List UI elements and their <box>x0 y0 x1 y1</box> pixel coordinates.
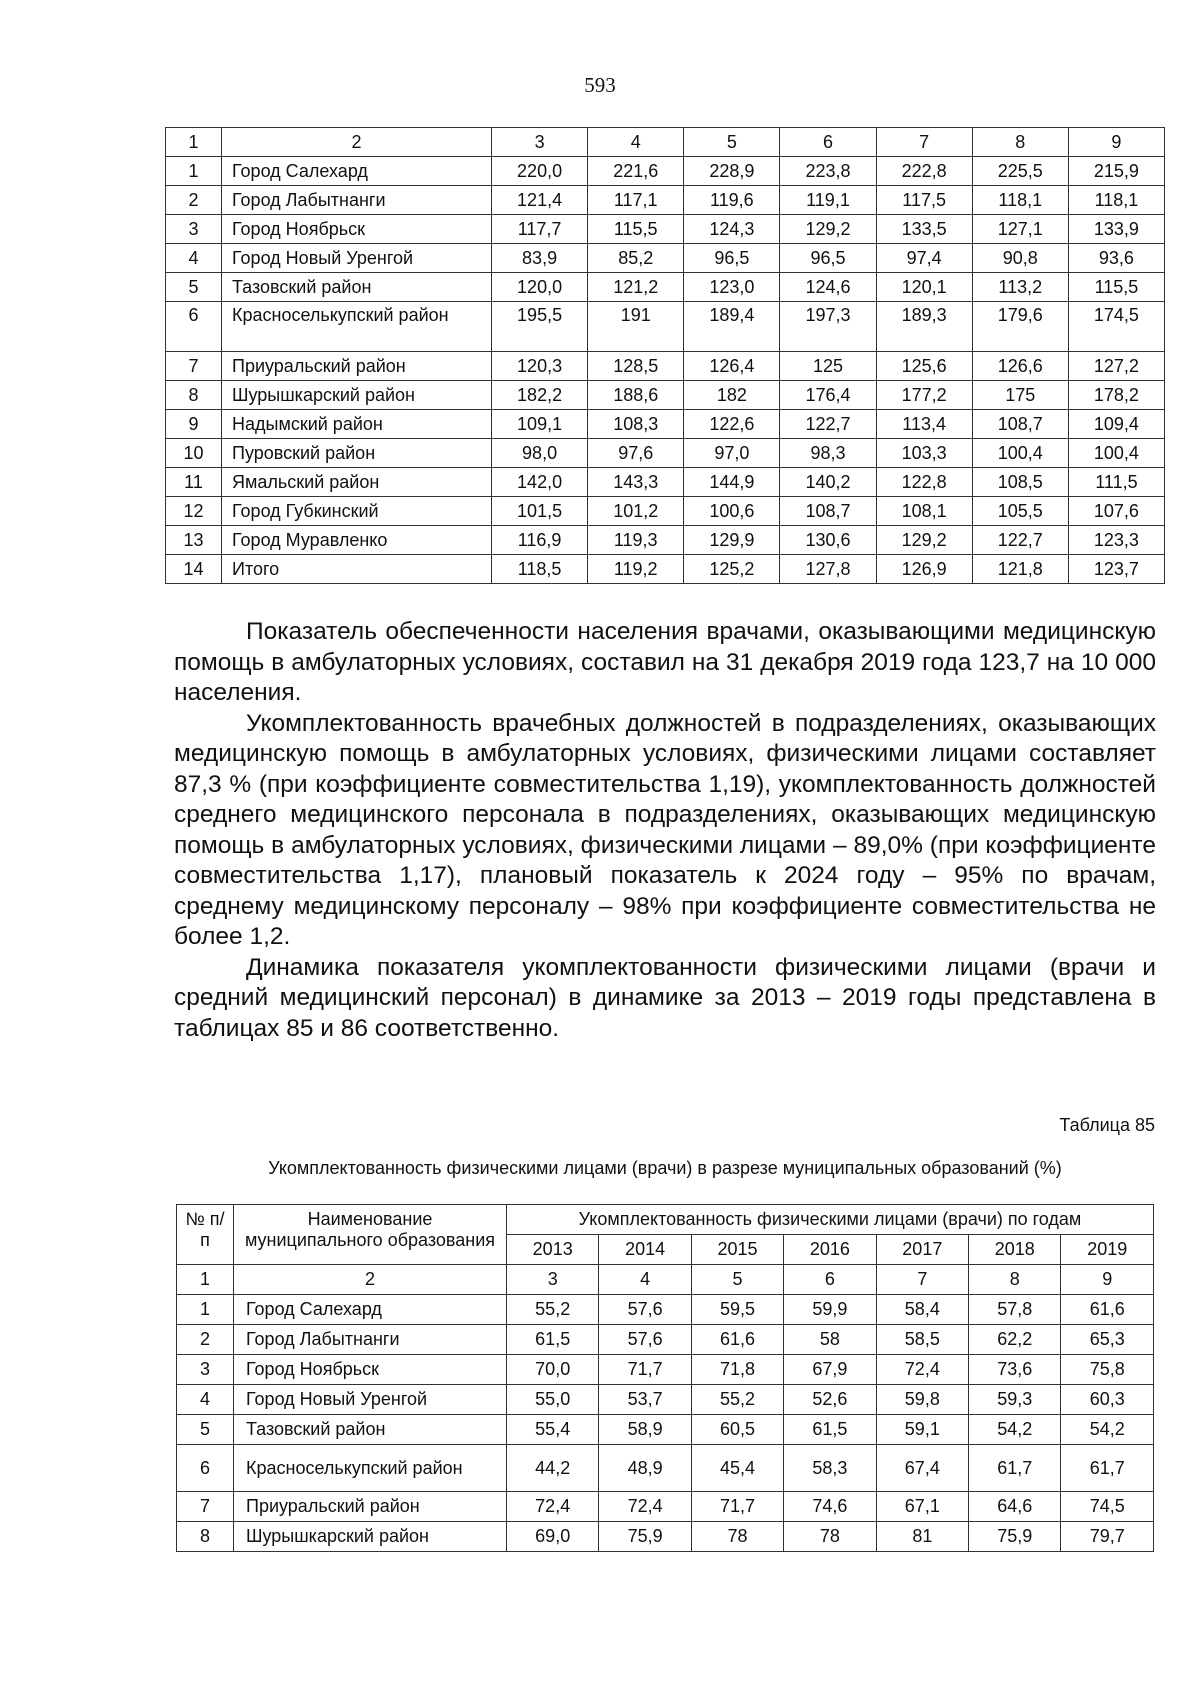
value-cell: 45,4 <box>691 1445 783 1492</box>
value-cell: 96,5 <box>780 244 876 273</box>
municipality-name: Пуровский район <box>222 439 492 468</box>
value-cell: 123,3 <box>1068 526 1164 555</box>
value-cell: 48,9 <box>599 1445 691 1492</box>
value-cell: 107,6 <box>1068 497 1164 526</box>
row-number: 7 <box>177 1492 234 1522</box>
value-cell: 72,4 <box>876 1355 968 1385</box>
value-cell: 130,6 <box>780 526 876 555</box>
paragraph: Показатель обеспеченности населения врачами, оказывающими медицинскую помощь в амбулаторных условиях, составил на 31 декабря 2019 года 123,7 на 10 000 населения. <box>174 618 1156 706</box>
value-cell: 128,5 <box>588 352 684 381</box>
column-index: 6 <box>780 128 876 157</box>
value-cell: 119,3 <box>588 526 684 555</box>
value-cell: 72,4 <box>507 1492 599 1522</box>
value-cell: 222,8 <box>876 157 972 186</box>
row-number: 12 <box>166 497 222 526</box>
header-group: Укомплектованность физическими лицами (врачи) по годам <box>507 1205 1154 1235</box>
value-cell: 108,7 <box>972 410 1068 439</box>
value-cell: 61,6 <box>1061 1295 1154 1325</box>
value-cell: 61,5 <box>784 1415 876 1445</box>
municipality-name: Шурышкарский район <box>222 381 492 410</box>
value-cell: 58,4 <box>876 1295 968 1325</box>
value-cell: 176,4 <box>780 381 876 410</box>
table-label: Таблица 85 <box>1059 1115 1155 1135</box>
value-cell: 67,9 <box>784 1355 876 1385</box>
column-index: 4 <box>599 1265 691 1295</box>
value-cell: 118,5 <box>492 555 588 584</box>
municipality-name: Тазовский район <box>222 273 492 302</box>
value-cell: 117,5 <box>876 186 972 215</box>
row-number: 3 <box>166 215 222 244</box>
value-cell: 72,4 <box>599 1492 691 1522</box>
row-number: 4 <box>177 1385 234 1415</box>
row-number: 3 <box>177 1355 234 1385</box>
value-cell: 121,8 <box>972 555 1068 584</box>
row-number: 2 <box>177 1325 234 1355</box>
row-number: 2 <box>166 186 222 215</box>
value-cell: 55,2 <box>691 1385 783 1415</box>
value-cell: 126,6 <box>972 352 1068 381</box>
value-cell: 122,7 <box>780 410 876 439</box>
table-row <box>166 273 1165 302</box>
value-cell: 109,1 <box>492 410 588 439</box>
table-row <box>166 555 1165 584</box>
value-cell: 67,1 <box>876 1492 968 1522</box>
table-header-row <box>166 128 1165 157</box>
value-cell: 113,2 <box>972 273 1068 302</box>
table-row <box>166 352 1165 381</box>
table-row <box>166 468 1165 497</box>
value-cell: 96,5 <box>684 244 780 273</box>
value-cell: 59,3 <box>969 1385 1061 1415</box>
value-cell: 177,2 <box>876 381 972 410</box>
value-cell: 59,5 <box>691 1295 783 1325</box>
value-cell: 100,4 <box>1068 439 1164 468</box>
value-cell: 124,3 <box>684 215 780 244</box>
column-index: 4 <box>588 128 684 157</box>
value-cell: 59,1 <box>876 1415 968 1445</box>
row-number: 6 <box>177 1445 234 1492</box>
column-index: 8 <box>969 1265 1061 1295</box>
value-cell: 75,9 <box>599 1522 691 1552</box>
value-cell: 108,1 <box>876 497 972 526</box>
physician-ratio-table <box>165 127 1165 584</box>
value-cell: 100,4 <box>972 439 1068 468</box>
value-cell: 90,8 <box>972 244 1068 273</box>
value-cell: 121,2 <box>588 273 684 302</box>
column-index: 3 <box>492 128 588 157</box>
column-index: 5 <box>691 1265 783 1295</box>
value-cell: 126,4 <box>684 352 780 381</box>
table-row <box>177 1325 1154 1355</box>
value-cell: 144,9 <box>684 468 780 497</box>
value-cell: 220,0 <box>492 157 588 186</box>
value-cell: 54,2 <box>969 1415 1061 1445</box>
row-number: 10 <box>166 439 222 468</box>
value-cell: 133,9 <box>1068 215 1164 244</box>
year-header: 2015 <box>691 1235 783 1265</box>
header-number: № п/п <box>177 1205 234 1265</box>
column-index: 9 <box>1068 128 1164 157</box>
table-row <box>177 1355 1154 1385</box>
table-row <box>177 1415 1154 1445</box>
table-index-row <box>177 1265 1154 1295</box>
value-cell: 125,6 <box>876 352 972 381</box>
row-number: 5 <box>177 1415 234 1445</box>
municipality-name: Город Новый Уренгой <box>222 244 492 273</box>
value-cell: 225,5 <box>972 157 1068 186</box>
value-cell: 221,6 <box>588 157 684 186</box>
value-cell: 182,2 <box>492 381 588 410</box>
value-cell: 115,5 <box>588 215 684 244</box>
value-cell: 178,2 <box>1068 381 1164 410</box>
value-cell: 97,6 <box>588 439 684 468</box>
value-cell: 129,2 <box>876 526 972 555</box>
paragraph: Динамика показателя укомплектованности физическими лицами (врачи и средний медицинский персонал) в динамике за 2013 – 2019 годы представлена в таблицах 85 и 86 соответственно. <box>174 953 1156 1042</box>
column-index: 7 <box>876 1265 968 1295</box>
value-cell: 74,5 <box>1061 1492 1154 1522</box>
row-number: 7 <box>166 352 222 381</box>
municipality-name: Шурышкарский район <box>234 1522 507 1552</box>
row-number: 13 <box>166 526 222 555</box>
value-cell: 124,6 <box>780 273 876 302</box>
value-cell: 118,1 <box>972 186 1068 215</box>
value-cell: 53,7 <box>599 1385 691 1415</box>
value-cell: 93,6 <box>1068 244 1164 273</box>
value-cell: 174,5 <box>1068 302 1164 352</box>
value-cell: 175 <box>972 381 1068 410</box>
value-cell: 57,8 <box>969 1295 1061 1325</box>
value-cell: 101,5 <box>492 497 588 526</box>
value-cell: 129,9 <box>684 526 780 555</box>
value-cell: 71,7 <box>599 1355 691 1385</box>
value-cell: 121,4 <box>492 186 588 215</box>
value-cell: 100,6 <box>684 497 780 526</box>
value-cell: 78 <box>691 1522 783 1552</box>
row-number: 1 <box>177 1295 234 1325</box>
value-cell: 57,6 <box>599 1295 691 1325</box>
value-cell: 65,3 <box>1061 1325 1154 1355</box>
value-cell: 109,4 <box>1068 410 1164 439</box>
municipality-name: Город Ноябрьск <box>222 215 492 244</box>
municipality-name: Город Лабытнанги <box>222 186 492 215</box>
row-number: 9 <box>166 410 222 439</box>
value-cell: 59,9 <box>784 1295 876 1325</box>
value-cell: 83,9 <box>492 244 588 273</box>
value-cell: 55,2 <box>507 1295 599 1325</box>
value-cell: 98,0 <box>492 439 588 468</box>
table-row <box>166 381 1165 410</box>
value-cell: 59,8 <box>876 1385 968 1415</box>
value-cell: 120,3 <box>492 352 588 381</box>
value-cell: 125,2 <box>684 555 780 584</box>
value-cell: 69,0 <box>507 1522 599 1552</box>
year-header: 2017 <box>876 1235 968 1265</box>
municipality-name: Город Муравленко <box>222 526 492 555</box>
value-cell: 57,6 <box>599 1325 691 1355</box>
column-index: 9 <box>1061 1265 1154 1295</box>
value-cell: 108,7 <box>780 497 876 526</box>
value-cell: 108,3 <box>588 410 684 439</box>
value-cell: 105,5 <box>972 497 1068 526</box>
value-cell: 223,8 <box>780 157 876 186</box>
value-cell: 119,6 <box>684 186 780 215</box>
row-number: 11 <box>166 468 222 497</box>
value-cell: 143,3 <box>588 468 684 497</box>
table-row <box>166 526 1165 555</box>
year-header: 2019 <box>1061 1235 1154 1265</box>
value-cell: 140,2 <box>780 468 876 497</box>
table-row <box>166 410 1165 439</box>
value-cell: 123,0 <box>684 273 780 302</box>
value-cell: 58,3 <box>784 1445 876 1492</box>
municipality-name: Надымский район <box>222 410 492 439</box>
value-cell: 126,9 <box>876 555 972 584</box>
staffing-table <box>176 1204 1154 1552</box>
value-cell: 98,3 <box>780 439 876 468</box>
table-row <box>177 1295 1154 1325</box>
value-cell: 58,9 <box>599 1415 691 1445</box>
value-cell: 75,8 <box>1061 1355 1154 1385</box>
value-cell: 75,9 <box>969 1522 1061 1552</box>
column-index: 8 <box>972 128 1068 157</box>
year-header: 2014 <box>599 1235 691 1265</box>
value-cell: 127,2 <box>1068 352 1164 381</box>
row-number: 5 <box>166 273 222 302</box>
table-row <box>166 157 1165 186</box>
value-cell: 74,6 <box>784 1492 876 1522</box>
table-row <box>166 497 1165 526</box>
table-row <box>166 302 1165 352</box>
column-index: 6 <box>784 1265 876 1295</box>
value-cell: 191 <box>588 302 684 352</box>
value-cell: 120,0 <box>492 273 588 302</box>
row-number: 14 <box>166 555 222 584</box>
value-cell: 228,9 <box>684 157 780 186</box>
row-number: 1 <box>166 157 222 186</box>
value-cell: 62,2 <box>969 1325 1061 1355</box>
value-cell: 129,2 <box>780 215 876 244</box>
column-index: 2 <box>234 1265 507 1295</box>
value-cell: 67,4 <box>876 1445 968 1492</box>
paragraph: Укомплектованность врачебных должностей в подразделениях, оказывающих медицинскую помощь в амбулаторных условиях, физическими лицами составляет 87,3 % (при коэффициенте совместительства 1,19), укомплектованность должностей среднего медицинского персонала в подразделениях, оказывающих медицинскую помощь в амбулаторных условиях, физическими лицами – 89,0% (при коэффициенте совместительства 1,17), плановый показатель к 2024 году – 95% по врачам, среднему медицинскому персоналу – 98% при коэффициенте совместительства не более 1,2. <box>174 709 1156 950</box>
value-cell: 61,5 <box>507 1325 599 1355</box>
municipality-name: Красноселькупский район <box>234 1445 507 1492</box>
value-cell: 119,1 <box>780 186 876 215</box>
value-cell: 55,0 <box>507 1385 599 1415</box>
value-cell: 61,6 <box>691 1325 783 1355</box>
row-number: 8 <box>177 1522 234 1552</box>
value-cell: 122,7 <box>972 526 1068 555</box>
column-index: 5 <box>684 128 780 157</box>
value-cell: 58 <box>784 1325 876 1355</box>
table-row <box>166 439 1165 468</box>
value-cell: 97,0 <box>684 439 780 468</box>
municipality-name: Город Губкинский <box>222 497 492 526</box>
table-row <box>166 215 1165 244</box>
year-header: 2016 <box>784 1235 876 1265</box>
value-cell: 97,4 <box>876 244 972 273</box>
value-cell: 108,5 <box>972 468 1068 497</box>
row-number: 6 <box>166 302 222 352</box>
value-cell: 71,8 <box>691 1355 783 1385</box>
value-cell: 189,4 <box>684 302 780 352</box>
value-cell: 122,6 <box>684 410 780 439</box>
value-cell: 188,6 <box>588 381 684 410</box>
year-header: 2013 <box>507 1235 599 1265</box>
value-cell: 58,5 <box>876 1325 968 1355</box>
value-cell: 120,1 <box>876 273 972 302</box>
value-cell: 111,5 <box>1068 468 1164 497</box>
value-cell: 64,6 <box>969 1492 1061 1522</box>
value-cell: 61,7 <box>969 1445 1061 1492</box>
value-cell: 71,7 <box>691 1492 783 1522</box>
value-cell: 73,6 <box>969 1355 1061 1385</box>
municipality-name: Ямальский район <box>222 468 492 497</box>
column-index: 7 <box>876 128 972 157</box>
value-cell: 52,6 <box>784 1385 876 1415</box>
value-cell: 70,0 <box>507 1355 599 1385</box>
municipality-name: Приуральский район <box>234 1492 507 1522</box>
value-cell: 189,3 <box>876 302 972 352</box>
value-cell: 117,7 <box>492 215 588 244</box>
value-cell: 197,3 <box>780 302 876 352</box>
municipality-name: Красноселькупский район <box>222 302 492 352</box>
value-cell: 113,4 <box>876 410 972 439</box>
value-cell: 127,1 <box>972 215 1068 244</box>
value-cell: 81 <box>876 1522 968 1552</box>
value-cell: 118,1 <box>1068 186 1164 215</box>
page-number: 593 <box>584 73 616 97</box>
value-cell: 195,5 <box>492 302 588 352</box>
value-cell: 127,8 <box>780 555 876 584</box>
year-header: 2018 <box>969 1235 1061 1265</box>
value-cell: 115,5 <box>1068 273 1164 302</box>
value-cell: 79,7 <box>1061 1522 1154 1552</box>
municipality-name: Город Лабытнанги <box>234 1325 507 1355</box>
table-row <box>177 1385 1154 1415</box>
column-index: 2 <box>222 128 492 157</box>
municipality-name: Город Салехард <box>222 157 492 186</box>
value-cell: 60,3 <box>1061 1385 1154 1415</box>
value-cell: 123,7 <box>1068 555 1164 584</box>
table-row <box>177 1522 1154 1552</box>
value-cell: 119,2 <box>588 555 684 584</box>
value-cell: 116,9 <box>492 526 588 555</box>
value-cell: 55,4 <box>507 1415 599 1445</box>
table-row <box>166 186 1165 215</box>
municipality-name: Приуральский район <box>222 352 492 381</box>
table-header-row <box>177 1205 1154 1235</box>
value-cell: 60,5 <box>691 1415 783 1445</box>
row-number: 8 <box>166 381 222 410</box>
value-cell: 44,2 <box>507 1445 599 1492</box>
municipality-name: Город Новый Уренгой <box>234 1385 507 1415</box>
column-index: 1 <box>166 128 222 157</box>
value-cell: 179,6 <box>972 302 1068 352</box>
value-cell: 142,0 <box>492 468 588 497</box>
value-cell: 122,8 <box>876 468 972 497</box>
body-text <box>174 617 1156 1044</box>
table-title: Укомплектованность физическими лицами (врачи) в разрезе муниципальных образований (%) <box>268 1158 1062 1178</box>
column-index: 1 <box>177 1265 234 1295</box>
value-cell: 182 <box>684 381 780 410</box>
value-cell: 117,1 <box>588 186 684 215</box>
table-row <box>166 244 1165 273</box>
municipality-name: Город Салехард <box>234 1295 507 1325</box>
column-index: 3 <box>507 1265 599 1295</box>
value-cell: 133,5 <box>876 215 972 244</box>
value-cell: 101,2 <box>588 497 684 526</box>
header-name: Наименование муниципального образования <box>234 1205 507 1265</box>
municipality-name: Город Ноябрьск <box>234 1355 507 1385</box>
table-row <box>177 1445 1154 1492</box>
value-cell: 61,7 <box>1061 1445 1154 1492</box>
municipality-name: Итого <box>222 555 492 584</box>
value-cell: 215,9 <box>1068 157 1164 186</box>
value-cell: 54,2 <box>1061 1415 1154 1445</box>
value-cell: 103,3 <box>876 439 972 468</box>
table-row <box>177 1492 1154 1522</box>
value-cell: 78 <box>784 1522 876 1552</box>
value-cell: 85,2 <box>588 244 684 273</box>
row-number: 4 <box>166 244 222 273</box>
value-cell: 125 <box>780 352 876 381</box>
municipality-name: Тазовский район <box>234 1415 507 1445</box>
